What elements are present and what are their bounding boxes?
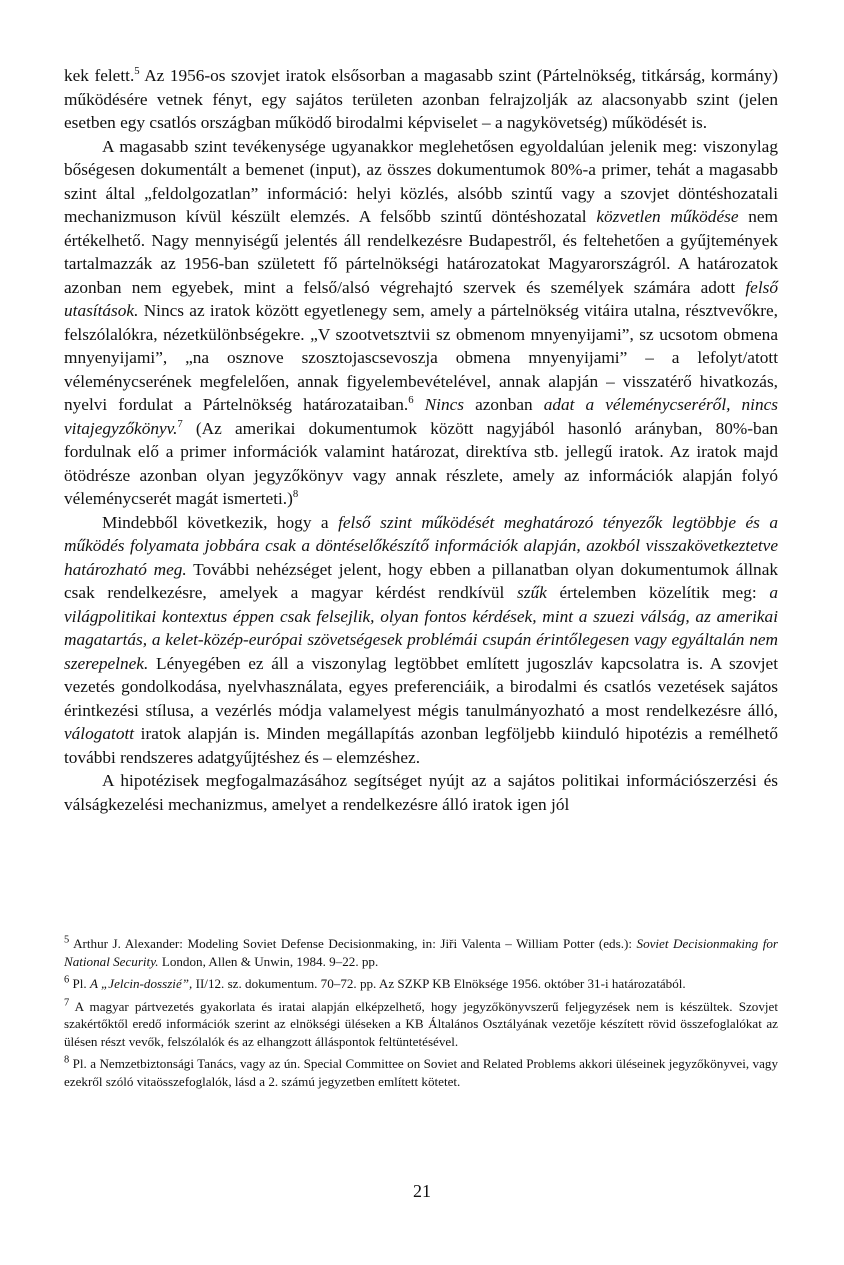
text-run: értelemben közelítik meg:	[546, 583, 770, 602]
footnote	[64, 998, 778, 1051]
italic-text: felső utasítások.	[64, 277, 778, 320]
page-body	[64, 64, 778, 816]
text-run	[414, 395, 425, 414]
italic-text: a világpolitikai kontextus éppen csak felsejlik, olyan fontos kérdések, mint a szuezi válság, az amerikai magatartás, a kelet-közép-európai szövetségesek problémái csupán érintőlegesen vagy egyáltalán nem szerepelnek.	[64, 583, 778, 673]
page-number: 21	[413, 1181, 431, 1201]
text-run: Mindebből következik, hogy a	[102, 512, 339, 532]
footnote-number: 8	[64, 1054, 70, 1066]
text-run: Lényegében ez áll a viszonylag legtöbbet említett jugoszláv kapcsolatra is. A szovjet vezetés gondolkodása, nyelvhasználata, egyes preferenciáik, a birodalmi és csatlós vezetések sajátos érintkezési stílusa, a vezérlés módja valamelyest mégis tanulmányozható a most rendelkezésre álló,	[64, 653, 778, 720]
text-run: azonban	[464, 395, 544, 414]
text-run: A hipotézisek megfogalmazásához segítséget nyújt az a sajátos politikai információszerzési és válságkezelési mechanizmus, amelyet a rendelkezésre álló iratok igen jól	[64, 771, 778, 814]
italic-text: A „Jelcin-dosszié”,	[89, 976, 193, 991]
text-run: II/12. sz. dokumentum. 70–72. pp. Az SZKP KB Elnöksége 1956. október 31-i határozatából.	[192, 976, 686, 991]
text-run: Az 1956-os szovjet iratok elsősorban a magasabb szint (Pártelnökség, titkárság, kormány) működésére vetnek fényt, egy sajátos területen azonban felrajzolják az alacsonyabb szint (jelen esetben egy csatlós országban működő birodalmi képviselet – a nagykövetség) működését is.	[64, 66, 778, 132]
italic-text: közvetlen működése	[596, 207, 739, 226]
paragraph	[64, 135, 778, 511]
italic-text: Nincs	[424, 395, 464, 414]
text-run: Arthur J. Alexander: Modeling Soviet Defense Decisionmaking, in: Jiři Valenta – William Potter (eds.):	[69, 936, 637, 951]
text-run: kek felett.	[64, 66, 135, 85]
text-run: iratok alapján is. Minden megállapítás azonban legföljebb kiinduló hipotézis a remélhető további rendszeres adatgyűjtéshez és – elemzéshez.	[64, 724, 778, 767]
text-run: (Az amerikai dokumentumok között nagyjából hasonló arányban, 80%-ban fordulnak elő a primer információk valamint határozat, direktíva stb. jellegű iratok. Az iratok majd ötödrésze azonban olyan jegyzőkönyv vagy annak részlete, amely az információk alapján folyó véleménycserét magát ismerteti.)	[64, 418, 778, 508]
italic-text: Soviet Decisionmaking for National Security.	[64, 936, 778, 969]
paragraph	[64, 64, 778, 135]
italic-text: adat a véleménycseréről, nincs vitajegyzőkönyv.	[64, 395, 778, 438]
text-run: A magasabb szint tevékenysége ugyanakkor meglehetősen egyoldalúan jelenik meg: viszonylag bőségesen dokumentált a bemenet (input), az összes dokumentumok 80%-a primer, tehát a magasabb szint által „feldolgozatlan” információ: helyi közlés, alsóbb szintű vagy a szovjet döntéshozatali mechanizmuson kívül készült elemzés. A felsőbb szintű döntéshozatal	[64, 136, 778, 226]
text-run: Pl.	[69, 976, 90, 991]
italic-text: szűk	[517, 583, 547, 602]
text-run: London, Allen & Unwin, 1984. 9–22. pp.	[158, 953, 379, 969]
text-run: nem értékelhető. Nagy mennyiségű jelentés áll rendelkezésre Budapestről, és feltehetően a gyűjtemények tartalmazzák az 1956-ban született fő pártelnökségi határozatokat Magyarországról. A határozatok azonban nem egyebek, mint a felső/alsó végrehajtó szervek és személyek számára adott	[64, 207, 779, 297]
footnote-ref: 5	[134, 65, 140, 78]
footnote	[64, 935, 778, 970]
text-run: Nincs az iratok között egyetlenegy sem, amely a pártelnökség vitáira utalna, résztvevőkre, felszólalókra, nézetkülönbségekre. „V szootvetsztvii sz obmenom mnyenyijami”, sz ucsotom obmena mnyenyijami”, „na osznove szosztojascsevoszja obmena mnyenyijami” – a lefolyt/atott véleménycserének megfelelően, annak figyelembevételével, annak alapján – visszatérő hivatkozás, nyelvi fordulat a Pártelnökség határozataiban.	[64, 301, 778, 414]
footnote-ref: 6	[408, 394, 414, 407]
footnote-ref: 7	[177, 417, 183, 430]
italic-text: felső szint működését meghatározó tényezők legtöbbje és a működés folyamata jobbára csak a döntéselőkészítő információk alapján, azokból visszakövetkeztetve határozható meg.	[64, 512, 778, 579]
paragraph	[64, 511, 778, 770]
footnote-ref: 8	[292, 488, 299, 501]
text-run: A magyar pártvezetés gyakorlata és iratai alapján elképzelhető, hogy jegyzőkönyvszerű feljegyzések nem is készültek. Szovjet szakértőktől eredő információk szerint az elnökségi üléseken a KB Általános Osztályának vezetője készített rövid összefoglalókat az ülésen részt vevők, felszólalók és az elhangzott álláspontok feltüntetésével.	[64, 998, 778, 1049]
text-run: Pl. a Nemzetbiztonsági Tanács, vagy az ún. Special Committee on Soviet and Related Problems akkori üléseinek jegyzőkönyvei, vagy ezekről szóló vitaösszefoglalók, lásd a 2. számú jegyzetben említett kötetet.	[64, 1056, 778, 1089]
footnote-number: 7	[64, 997, 70, 1009]
footnote	[64, 1055, 778, 1090]
italic-text: válogatott	[64, 724, 135, 743]
main-text	[64, 64, 778, 816]
footnotes	[64, 935, 778, 1095]
paragraph	[64, 769, 778, 816]
footnote	[64, 975, 778, 993]
footnote-number: 5	[64, 934, 70, 946]
footnote-number: 6	[64, 974, 70, 986]
text-run: További nehézséget jelent, hogy ebben a pillanatban olyan dokumentumok állnak csak rendelkezésre, amelyek a magyar kérdést rendkívül	[64, 559, 779, 602]
